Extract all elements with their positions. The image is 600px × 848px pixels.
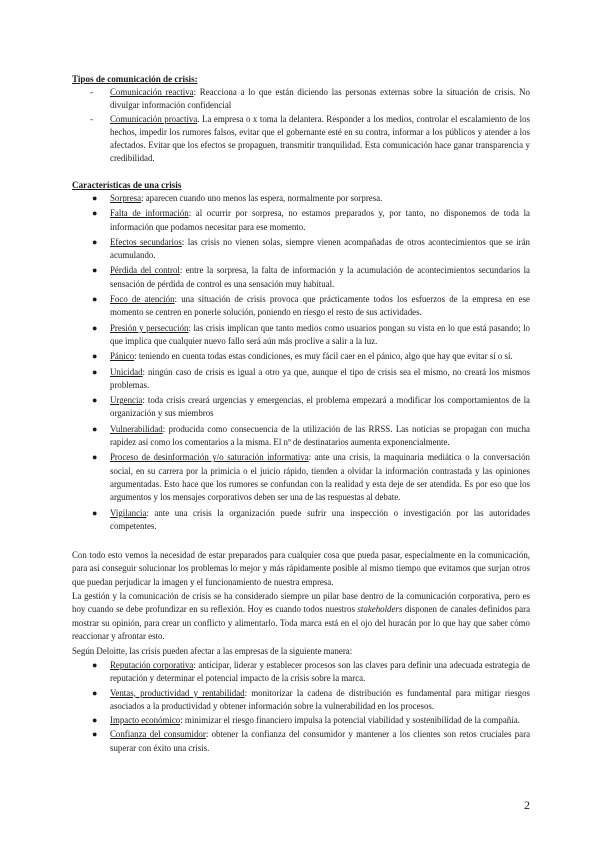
bullet-marker: ●: [92, 294, 98, 305]
bullet-marker: ●: [92, 265, 98, 276]
item-term: Ventas, productividad y rentabilidad: [110, 687, 245, 698]
crisis-effects-list: [92, 659, 531, 755]
item-text: : ningún caso de crisis es igual a otro ya que, aunque el tipo de crisis sea el mismo, no creará los mismos problemas.: [110, 366, 530, 390]
item-term: Pánico: [110, 351, 135, 362]
item-text: : aparecen cuando uno menos las espera, normalmente por sorpresa.: [141, 193, 383, 203]
list-item: [92, 207, 530, 234]
stakeholders-term: stakeholders: [357, 604, 403, 615]
bullet-marker: ●: [92, 395, 98, 406]
item-term: Urgencia: [110, 395, 143, 406]
page-number: 2: [524, 798, 530, 812]
item-term: Comunicación reactiva: [110, 87, 194, 97]
item-text: : obtener la confianza del consumidor y mantener a los clientes son retos cruciales para superar con éxito una crisis.: [110, 729, 531, 753]
item-term: Unicidad: [110, 366, 143, 377]
item-term: Reputación corporativa: [110, 660, 194, 670]
section-title-crisis-characteristics: Características de una crisis: [72, 180, 182, 190]
item-text: : anticipar, liderar y establecer procesos son las claves para definir una adecuada estrategia de reputación y determinar el potencial impacto de la crisis sobre la marca.: [110, 660, 530, 684]
item-term: Efectos secundarios: [110, 236, 182, 247]
item-term: Vulnerabilidad: [110, 423, 163, 434]
bullet-marker: ●: [92, 423, 98, 434]
item-term: Pérdida del control: [110, 265, 180, 276]
list-item: [92, 728, 531, 755]
item-text: : al ocurrir por sorpresa, no estamos preparados y, por tanto, no disponemos de toda la información que podamos necesitar para ese momento.: [110, 208, 530, 232]
bullet-marker: ●: [92, 193, 98, 203]
item-text: : Reacciona a lo que están diciendo las personas externas sobre la situación de crisis. No divulgar información confidencial: [110, 87, 530, 111]
bullet-marker: ●: [92, 208, 98, 219]
item-text: : monitorizar la cadena de distribución es fundamental para mitigar riesgos asociados a la productividad y obtener información sobre la vulnerabilidad en los procesos.: [110, 687, 530, 711]
item-text: : teniendo en cuenta todas estas condiciones, es muy fácil caer en el pánico, algo que hay que evitar sí o sí.: [134, 351, 513, 362]
item-term: Comunicación proactiva: [110, 113, 198, 124]
list-item: [92, 264, 530, 291]
list-item: [92, 714, 530, 727]
crisis-characteristics-list: [92, 192, 530, 533]
bullet-marker: ●: [92, 660, 98, 670]
paragraph-text: disponen de canales definidos para mostrar su opinión, para crear un conflicto y alimentarlo. Toda marca está en el ojo del huracán por lo que hay que saber cómo reaccionar y afrontar esto.: [72, 604, 531, 641]
item-text: : las crisis no vienen solas, siempre vienen acompañadas de otros acontecimientos que se irán acumulando.: [110, 236, 530, 261]
item-text: . La empresa o x toma la delantera. Responder a los medios, controlar el escalamiento de los hechos, impedir los rumores falsos, evitar que el gobernante esté en su contra, informar a los públicos y atender a los afectados. Evitar que los efectos se propaguen, transmitir tranquilidad. Esta comunicación hace ganar transparencia y credibilidad.: [110, 113, 531, 164]
bullet-marker: ●: [92, 366, 98, 377]
list-item: [92, 451, 530, 504]
bullet-marker: ●: [92, 236, 98, 247]
item-text: : minimizar el riesgo financiero impulsa la potencial viabilidad y sostenibilidad de la compañía.: [180, 715, 520, 726]
section-title-communication-types: Tipos de comunicación de crisis:: [72, 74, 198, 84]
bullet-marker: ●: [92, 729, 98, 740]
item-term: Vigilancia: [110, 507, 147, 518]
list-item: [92, 659, 530, 686]
paragraph-deloitte-intro: Según Deloitte, las crisis pueden afectar a las empresas de la siguiente manera:: [72, 646, 353, 656]
dash-marker: -: [90, 87, 93, 97]
item-text: : producida como consecuencia de la utilización de las RRSS. Las noticias se propagan con mucha rapidez así como los comentarios a la misma. El nº de destinatarios aumenta exponencialmente.: [110, 423, 530, 448]
item-term: Foco de atención: [110, 294, 175, 305]
bullet-marker: ●: [92, 452, 98, 463]
list-item: [92, 423, 530, 450]
bullet-marker: ●: [92, 687, 98, 698]
list-item: [92, 507, 530, 534]
item-text: : ante una crisis, la maquinaria mediática o la conversación social, en su carrera por la primicia o el juicio rápido, tienden a olvidar la información contrastada y las opiniones argumentadas. Esto hace que los rumores se confundan con la realidad y esta deje de ser atendida. Es por eso que los argumentos y los mensajes corporativos deben ser una de las respuestas al debate.: [110, 452, 530, 503]
item-text: : una situación de crisis provoca que prácticamente todos los esfuerzos de la empresa en ese momento se centren en ponerle solución, poniendo en riesgo el resto de sus actividades.: [110, 294, 530, 318]
item-term: Presión y persecución: [110, 322, 189, 333]
list-item: [92, 192, 530, 205]
list-item: [92, 687, 530, 714]
paragraph-preparation: Con todo esto vemos la necesidad de estar preparados para cualquier cosa que pueda pasar, especialmente en la comunicación, para así conseguir solucionar los problemas lo mejor y más rápidamente posible al mismo tiempo que evitamos que surjan otros que puedan perjudicar la imagen y el funcionamiento de nuestra empresa.: [72, 550, 530, 587]
item-term: Sorpresa: [110, 193, 142, 203]
communication-types-list: [90, 86, 531, 166]
item-text: : entre la sorpresa, la falta de información y la acumulación de acontecimientos secundarios la sensación de pérdida de control es una sensación muy habitual.: [110, 265, 530, 289]
list-item: [92, 350, 530, 363]
item-term: Proceso de desinformación y/o saturación informativa: [110, 452, 309, 463]
list-item: [92, 394, 530, 421]
bullet-marker: ●: [92, 322, 98, 333]
item-text: : ante una crisis la organización puede sufrir una inspección o investigación por las autoridades competentes.: [110, 507, 530, 531]
paragraph-crisis-management: [72, 590, 530, 643]
list-item: [90, 113, 531, 166]
list-item: [92, 293, 530, 320]
item-term: Impacto económico: [110, 715, 181, 726]
item-term: Confianza del consumidor: [110, 729, 206, 740]
item-text: : las crisis implican que tanto medios como usuarios pongan su vista en lo que está pasando; lo que implica que cualquier nuevo fallo será aún más proclive a salir a la luz.: [110, 322, 530, 346]
bullet-marker: ●: [92, 715, 98, 726]
paragraph-text: La gestión y la comunicación de crisis se ha considerado siempre un pilar base dentro de la comunicación corporativa, pero es hoy cuando se debe profundizar en su reflexión. Hoy es cuando todos nuestros: [72, 591, 530, 615]
bullet-marker: ●: [92, 351, 98, 362]
item-term: Falta de información: [110, 208, 189, 219]
list-item: [92, 322, 530, 349]
bullet-marker: ●: [92, 507, 98, 518]
dash-marker: -: [90, 113, 93, 124]
list-item: [90, 86, 530, 113]
list-item: [92, 366, 530, 393]
item-text: : toda crisis creará urgencias y emergencias, el problema empezará a modificar los comportamientos de la organización y sus miembros: [110, 395, 530, 419]
list-item: [92, 236, 530, 263]
